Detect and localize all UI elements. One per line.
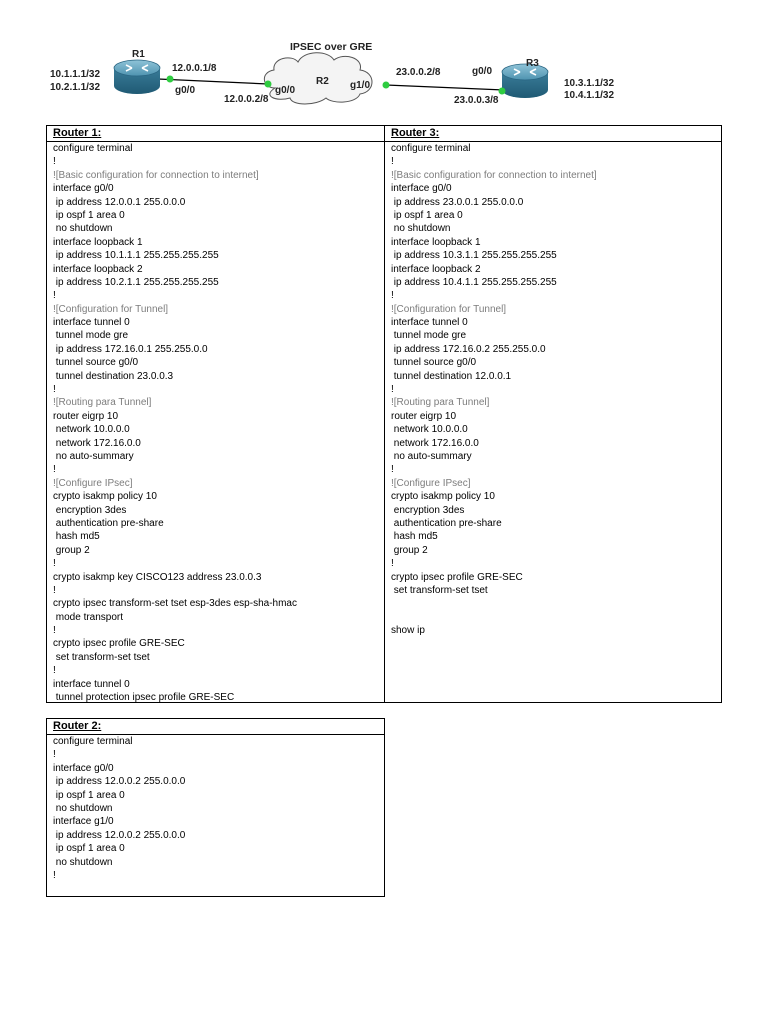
router1-router3-config-table (46, 125, 722, 703)
r1-ip: 12.0.0.1/8 (172, 63, 217, 74)
router-name-r2: R2 (316, 76, 329, 87)
config-line: interface tunnel 0 (391, 317, 468, 329)
config-comment-line: ![Routing para Tunnel] (53, 397, 152, 409)
config-line: ! (53, 625, 56, 637)
config-line: no auto-summary (391, 450, 472, 462)
config-line: encryption 3des (391, 504, 465, 516)
config-line: ip address 12.0.0.2 255.0.0.0 (53, 776, 186, 788)
config-comment-line: ![Basic configuration for connection to internet] (391, 169, 597, 181)
config-line: tunnel mode gre (391, 330, 467, 342)
r2-right-ip: 23.0.0.2/8 (396, 67, 441, 78)
link-r2-r3 (386, 85, 504, 90)
topology-diagram (0, 0, 768, 120)
config-line: ! (391, 156, 394, 168)
router2-config-lines (47, 735, 384, 882)
config-line: configure terminal (53, 736, 133, 747)
config-line: ! (53, 558, 56, 570)
config-line: interface loopback 1 (391, 236, 481, 248)
link-r1-r2 (158, 79, 268, 84)
config-line (391, 611, 721, 624)
config-line: ip ospf 1 area 0 (391, 209, 463, 221)
config-line: interface loopback 2 (53, 263, 143, 275)
config-line: ! (391, 290, 394, 302)
config-comment-line: ![Basic configuration for connection to internet] (53, 169, 259, 181)
config-line: encryption 3des (53, 504, 127, 516)
config-line: ip address 12.0.0.1 255.0.0.0 (53, 196, 186, 208)
config-line: no shutdown (53, 856, 113, 868)
config-line: ! (53, 290, 56, 302)
config-line: interface g1/0 (53, 816, 114, 828)
config-line: interface loopback 2 (391, 263, 481, 275)
config-line: ip address 10.2.1.1 255.255.255.255 (53, 276, 219, 288)
config-line: network 10.0.0.0 (53, 424, 130, 436)
config-line: ip address 172.16.0.2 255.255.0.0 (391, 343, 546, 355)
config-line: interface tunnel 0 (53, 317, 130, 329)
config-line: network 172.16.0.0 (391, 437, 479, 449)
config-comment-line: ![Routing para Tunnel] (391, 397, 490, 409)
config-line: interface g0/0 (53, 762, 114, 774)
router3-heading: Router 3: (385, 126, 721, 142)
link-status-dot (167, 76, 174, 83)
r1-loopback-1: 10.1.1.1/32 (50, 69, 101, 80)
config-line: interface g0/0 (391, 183, 452, 195)
link-status-dot (499, 88, 506, 95)
router2-config-column (47, 719, 384, 896)
config-line: tunnel source g0/0 (53, 357, 139, 369)
config-comment-line: ![Configure IPsec] (391, 477, 471, 489)
config-line: configure terminal (53, 143, 133, 154)
router-name-r1: R1 (132, 49, 145, 60)
config-line: network 172.16.0.0 (53, 437, 141, 449)
config-comment-line: ![Configuration for Tunnel] (53, 303, 169, 315)
config-line: crypto ipsec transform-set tset esp-3des esp-sha-hmac (53, 598, 297, 610)
config-line: mode transport (53, 611, 124, 623)
router1-heading: Router 1: (47, 126, 384, 142)
link-status-dot (265, 81, 272, 88)
config-line: crypto isakmp key CISCO123 address 23.0.0.3 (53, 571, 262, 583)
config-line: ip address 12.0.0.2 255.0.0.0 (53, 829, 186, 841)
config-line: ! (391, 384, 394, 396)
config-line: crypto ipsec profile GRE-SEC (391, 571, 523, 583)
r3-ip: 23.0.0.3/8 (454, 95, 499, 106)
config-line: ! (53, 869, 56, 881)
config-line: crypto ipsec profile GRE-SEC (53, 638, 185, 650)
router2-heading: Router 2: (47, 719, 384, 735)
config-comment-line: ![Configure IPsec] (53, 477, 133, 489)
config-line: router eigrp 10 (391, 410, 457, 422)
router-icon (502, 64, 548, 98)
config-line: ! (53, 384, 56, 396)
r2-left-iface: g0/0 (275, 85, 296, 96)
config-line: tunnel protection ipsec profile GRE-SEC (53, 692, 235, 704)
router2-config-table (46, 718, 385, 897)
router3-config-lines (385, 142, 721, 637)
config-line: set transform-set tset (391, 584, 488, 596)
config-line: interface g0/0 (53, 183, 114, 195)
config-line: no shutdown (53, 802, 113, 814)
config-line: ip address 10.1.1.1 255.255.255.255 (53, 250, 219, 262)
config-line: router eigrp 10 (53, 410, 119, 422)
config-line: no shutdown (391, 223, 451, 235)
config-line: group 2 (53, 544, 90, 556)
config-line: crypto isakmp policy 10 (53, 491, 157, 503)
config-line: ip ospf 1 area 0 (53, 789, 125, 801)
diagram-title: IPSEC over GRE (290, 41, 373, 53)
config-line: tunnel destination 23.0.0.3 (53, 370, 174, 382)
config-line: ! (391, 558, 394, 570)
config-line: authentication pre-share (53, 517, 164, 529)
config-line: group 2 (391, 544, 428, 556)
config-line: ! (53, 665, 56, 677)
router-icon (114, 60, 160, 94)
config-line: configure terminal (391, 143, 471, 154)
config-line: tunnel source g0/0 (391, 357, 477, 369)
config-line: set transform-set tset (53, 651, 150, 663)
config-line: tunnel destination 12.0.0.1 (391, 370, 512, 382)
config-line: ! (53, 156, 56, 168)
config-line: ip address 10.4.1.1 255.255.255.255 (391, 276, 557, 288)
config-line: show ip (391, 625, 425, 637)
config-line: interface tunnel 0 (53, 678, 130, 690)
r2-left-ip: 12.0.0.2/8 (224, 94, 269, 105)
config-line: interface loopback 1 (53, 236, 143, 248)
config-line: ip ospf 1 area 0 (53, 209, 125, 221)
r1-iface: g0/0 (175, 85, 196, 96)
link-status-dot (383, 82, 390, 89)
config-line: no shutdown (53, 223, 113, 235)
config-line: ip address 172.16.0.1 255.255.0.0 (53, 343, 208, 355)
config-line: ! (53, 584, 56, 596)
config-line: ip address 23.0.0.1 255.0.0.0 (391, 196, 524, 208)
config-line: crypto isakmp policy 10 (391, 491, 495, 503)
config-line: tunnel mode gre (53, 330, 129, 342)
r3-iface: g0/0 (472, 66, 493, 77)
router1-config-column (47, 126, 385, 702)
r1-loopback-2: 10.2.1.1/32 (50, 82, 101, 93)
config-line: ip address 10.3.1.1 255.255.255.255 (391, 250, 557, 262)
config-line: hash md5 (53, 531, 100, 543)
config-line (391, 597, 721, 610)
config-line: ! (53, 749, 56, 761)
config-line: authentication pre-share (391, 517, 502, 529)
config-comment-line: ![Configuration for Tunnel] (391, 303, 507, 315)
config-line: no auto-summary (53, 450, 134, 462)
router3-config-column (385, 126, 721, 702)
config-line: ! (53, 464, 56, 476)
r3-loopback-2: 10.4.1.1/32 (564, 90, 615, 101)
r3-loopback-1: 10.3.1.1/32 (564, 78, 615, 89)
config-line: hash md5 (391, 531, 438, 543)
config-line: network 10.0.0.0 (391, 424, 468, 436)
router-name-r3: R3 (526, 58, 539, 69)
config-line: ip ospf 1 area 0 (53, 843, 125, 855)
config-line: ! (391, 464, 394, 476)
router1-config-lines (47, 142, 384, 704)
r2-right-iface: g1/0 (350, 80, 371, 91)
